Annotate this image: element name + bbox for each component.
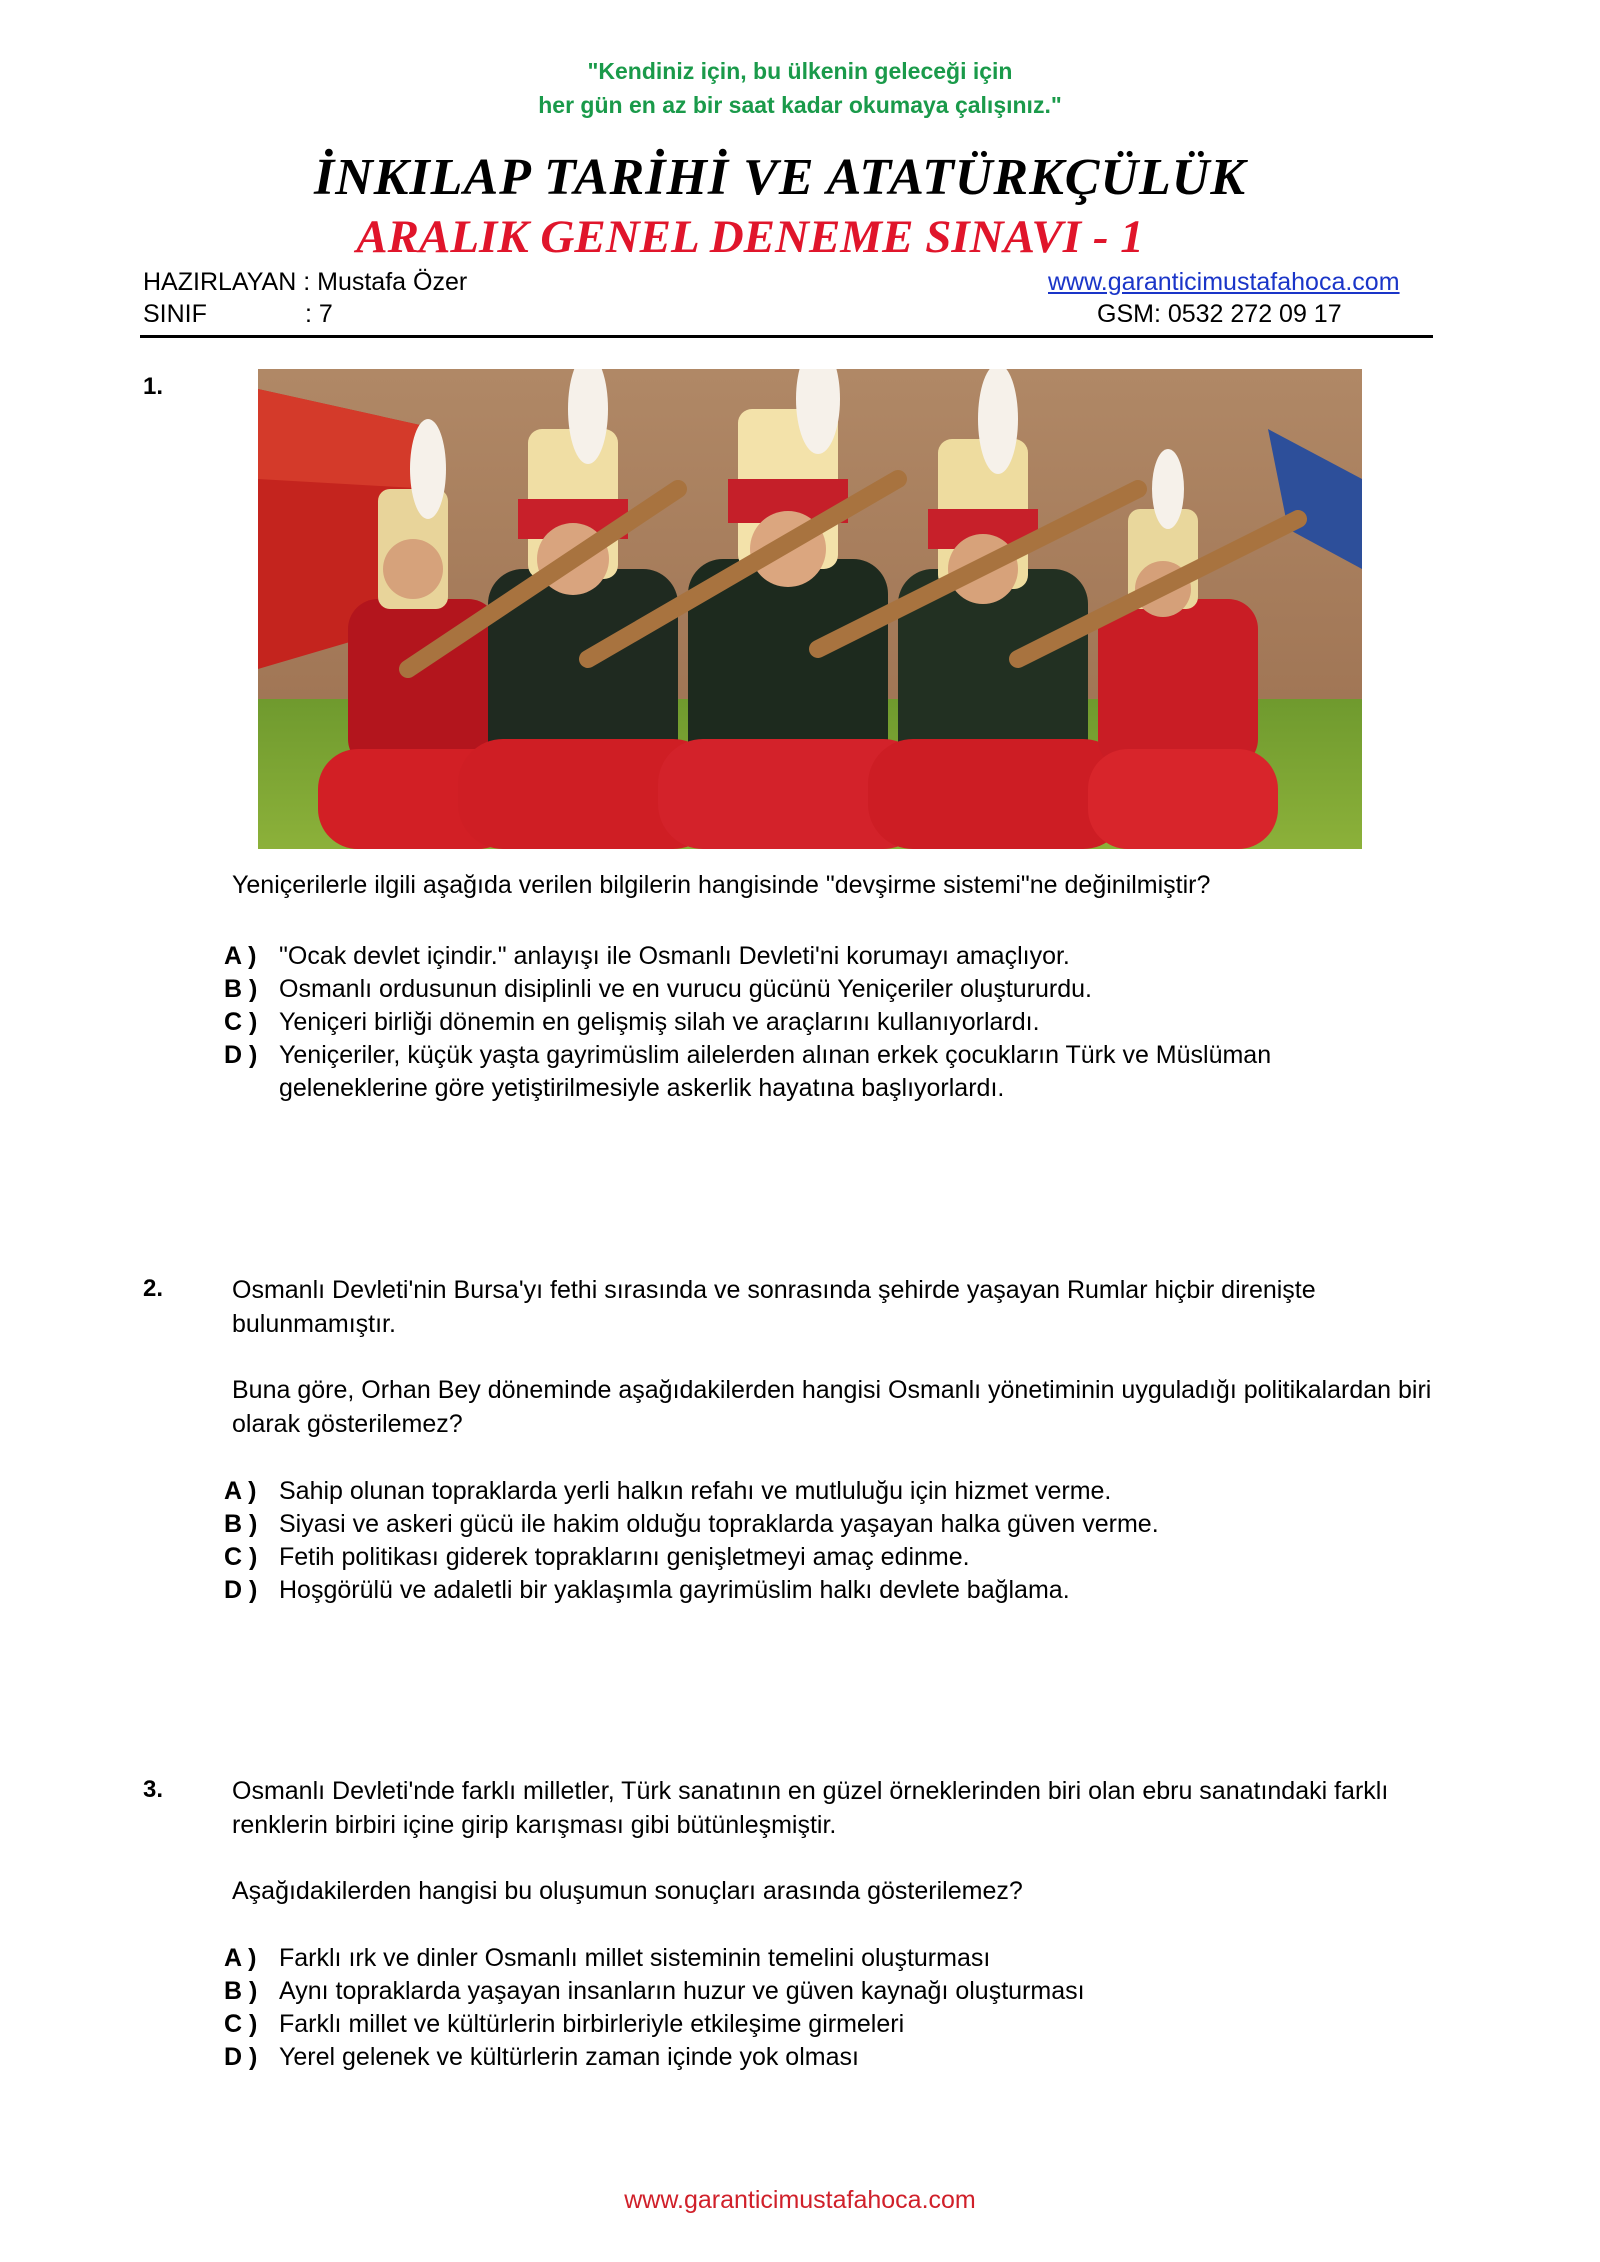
option-text: "Ocak devlet içindir." anlayışı ile Osmanlı Devleti'ni korumayı amaçlıyor. bbox=[279, 942, 1070, 970]
option-text: Fetih politikası giderek topraklarını genişletmeyi amaç edinme. bbox=[279, 1543, 970, 1571]
prepared-value: : Mustafa Özer bbox=[303, 268, 468, 296]
option-letter: D ) bbox=[224, 2043, 258, 2071]
option-letter: C ) bbox=[224, 1543, 258, 1571]
question-1-stem-text: Yeniçerilerle ilgili aşağıda verilen bilgilerin hangisinde "devşirme sistemi"ne değinilmiştir? bbox=[232, 871, 1211, 899]
option-letter: A ) bbox=[224, 1944, 257, 1972]
question-1-options bbox=[224, 940, 1424, 1105]
question-1-option-a[interactable] bbox=[224, 940, 1424, 973]
prepared-label: HAZIRLAYAN bbox=[143, 268, 297, 296]
question-1-number: 1. bbox=[143, 373, 164, 400]
option-text: Aynı topraklarda yaşayan insanların huzur ve güven kaynağı oluşturması bbox=[279, 1977, 1085, 2005]
question-3-option-c[interactable] bbox=[224, 2008, 1424, 2041]
question-1-option-d[interactable] bbox=[224, 1039, 1424, 1105]
question-2-options bbox=[224, 1475, 1424, 1607]
option-text: Siyasi ve askeri gücü ile hakim olduğu topraklarda yaşayan halka güven verme. bbox=[279, 1510, 1159, 1538]
quote-line-2: her gün en az bir saat kadar okumaya çalışınız." bbox=[538, 92, 1062, 118]
footer-website-link[interactable]: www.garanticimustafahoca.com bbox=[624, 2186, 976, 2214]
question-2-option-c[interactable] bbox=[224, 1541, 1424, 1574]
quote-line-1: "Kendiniz için, bu ülkenin geleceği için bbox=[587, 58, 1013, 84]
question-1-stem bbox=[212, 868, 1432, 902]
option-letter: A ) bbox=[224, 942, 257, 970]
question-3-options bbox=[224, 1942, 1424, 2074]
question-3-option-b[interactable] bbox=[224, 1975, 1424, 2008]
question-1-option-c[interactable] bbox=[224, 1006, 1424, 1039]
class-label: SINIF bbox=[143, 300, 207, 328]
question-2-body bbox=[212, 1273, 1432, 1441]
option-letter: D ) bbox=[224, 1041, 258, 1069]
question-2-stem: Buna göre, Orhan Bey döneminde aşağıdakilerden hangisi Osmanlı yönetiminin uyguladığı politikalardan biri olarak gösterilemez? bbox=[232, 1376, 1432, 1438]
document-title: İNKILAP TARİHİ VE ATATÜRKÇÜLÜK bbox=[313, 149, 1247, 206]
question-2-number: 2. bbox=[143, 1275, 164, 1302]
question-3-option-d[interactable] bbox=[224, 2041, 1424, 2074]
question-3-number: 3. bbox=[143, 1776, 164, 1803]
option-text: Farklı millet ve kültürlerin birbirleriyle etkileşime girmeleri bbox=[279, 2010, 905, 2038]
question-2-intro: Osmanlı Devleti'nin Bursa'yı fethi sırasında ve sonrasında şehirde yaşayan Rumlar hiçbir direnişte bulunmamıştır. bbox=[232, 1276, 1316, 1338]
option-text: Hoşgörülü ve adaletli bir yaklaşımla gayrimüslim halkı devlete bağlama. bbox=[279, 1576, 1070, 1604]
option-letter: C ) bbox=[224, 1008, 258, 1036]
option-text: Farklı ırk ve dinler Osmanlı millet sisteminin temelini oluşturması bbox=[279, 1944, 991, 1972]
option-text: Sahip olunan topraklarda yerli halkın refahı ve mutluluğu için hizmet verme. bbox=[279, 1477, 1112, 1505]
question-2-option-b[interactable] bbox=[224, 1508, 1424, 1541]
header-website-link[interactable]: www.garanticimustafahoca.com bbox=[1048, 268, 1400, 296]
question-3-option-a[interactable] bbox=[224, 1942, 1424, 1975]
class-value: : 7 bbox=[305, 300, 333, 328]
option-text: Osmanlı ordusunun disiplinli ve en vurucu gücünü Yeniçeriler oluştururdu. bbox=[279, 975, 1092, 1003]
option-letter: C ) bbox=[224, 2010, 258, 2038]
question-1-option-b[interactable] bbox=[224, 973, 1424, 1006]
exam-subtitle: ARALIK GENEL DENEME SINAVI - 1 bbox=[356, 211, 1144, 263]
option-letter: A ) bbox=[224, 1477, 257, 1505]
class-info bbox=[143, 300, 333, 329]
janissary-photo bbox=[258, 369, 1362, 849]
prepared-by bbox=[143, 268, 467, 297]
option-letter: B ) bbox=[224, 975, 258, 1003]
option-letter: B ) bbox=[224, 1977, 258, 2005]
question-3-body bbox=[212, 1774, 1432, 1908]
question-2-option-a[interactable] bbox=[224, 1475, 1424, 1508]
header-phone: GSM: 0532 272 09 17 bbox=[1097, 300, 1342, 328]
option-text: Yeniçeri birliği dönemin en gelişmiş silah ve araçlarını kullanıyorlardı. bbox=[279, 1008, 1040, 1036]
option-text: Yeniçeriler, küçük yaşta gayrimüslim ailelerden alınan erkek çocukların Türk ve Müslüman geleneklerine göre yetiştirilmesiyle askerlik hayatına başlıyorlardı. bbox=[279, 1041, 1272, 1102]
question-2-option-d[interactable] bbox=[224, 1574, 1424, 1607]
option-letter: D ) bbox=[224, 1576, 258, 1604]
question-3-intro: Osmanlı Devleti'nde farklı milletler, Türk sanatının en güzel örneklerinden biri olan ebru sanatındaki farklı renklerin birbiri içine girip karışması gibi bütünleşmiştir. bbox=[232, 1777, 1389, 1839]
option-text: Yerel gelenek ve kültürlerin zaman içinde yok olması bbox=[279, 2043, 859, 2071]
header-divider bbox=[140, 335, 1433, 338]
question-3-stem: Aşağıdakilerden hangisi bu oluşumun sonuçları arasında gösterilemez? bbox=[232, 1877, 1023, 1905]
option-letter: B ) bbox=[224, 1510, 258, 1538]
